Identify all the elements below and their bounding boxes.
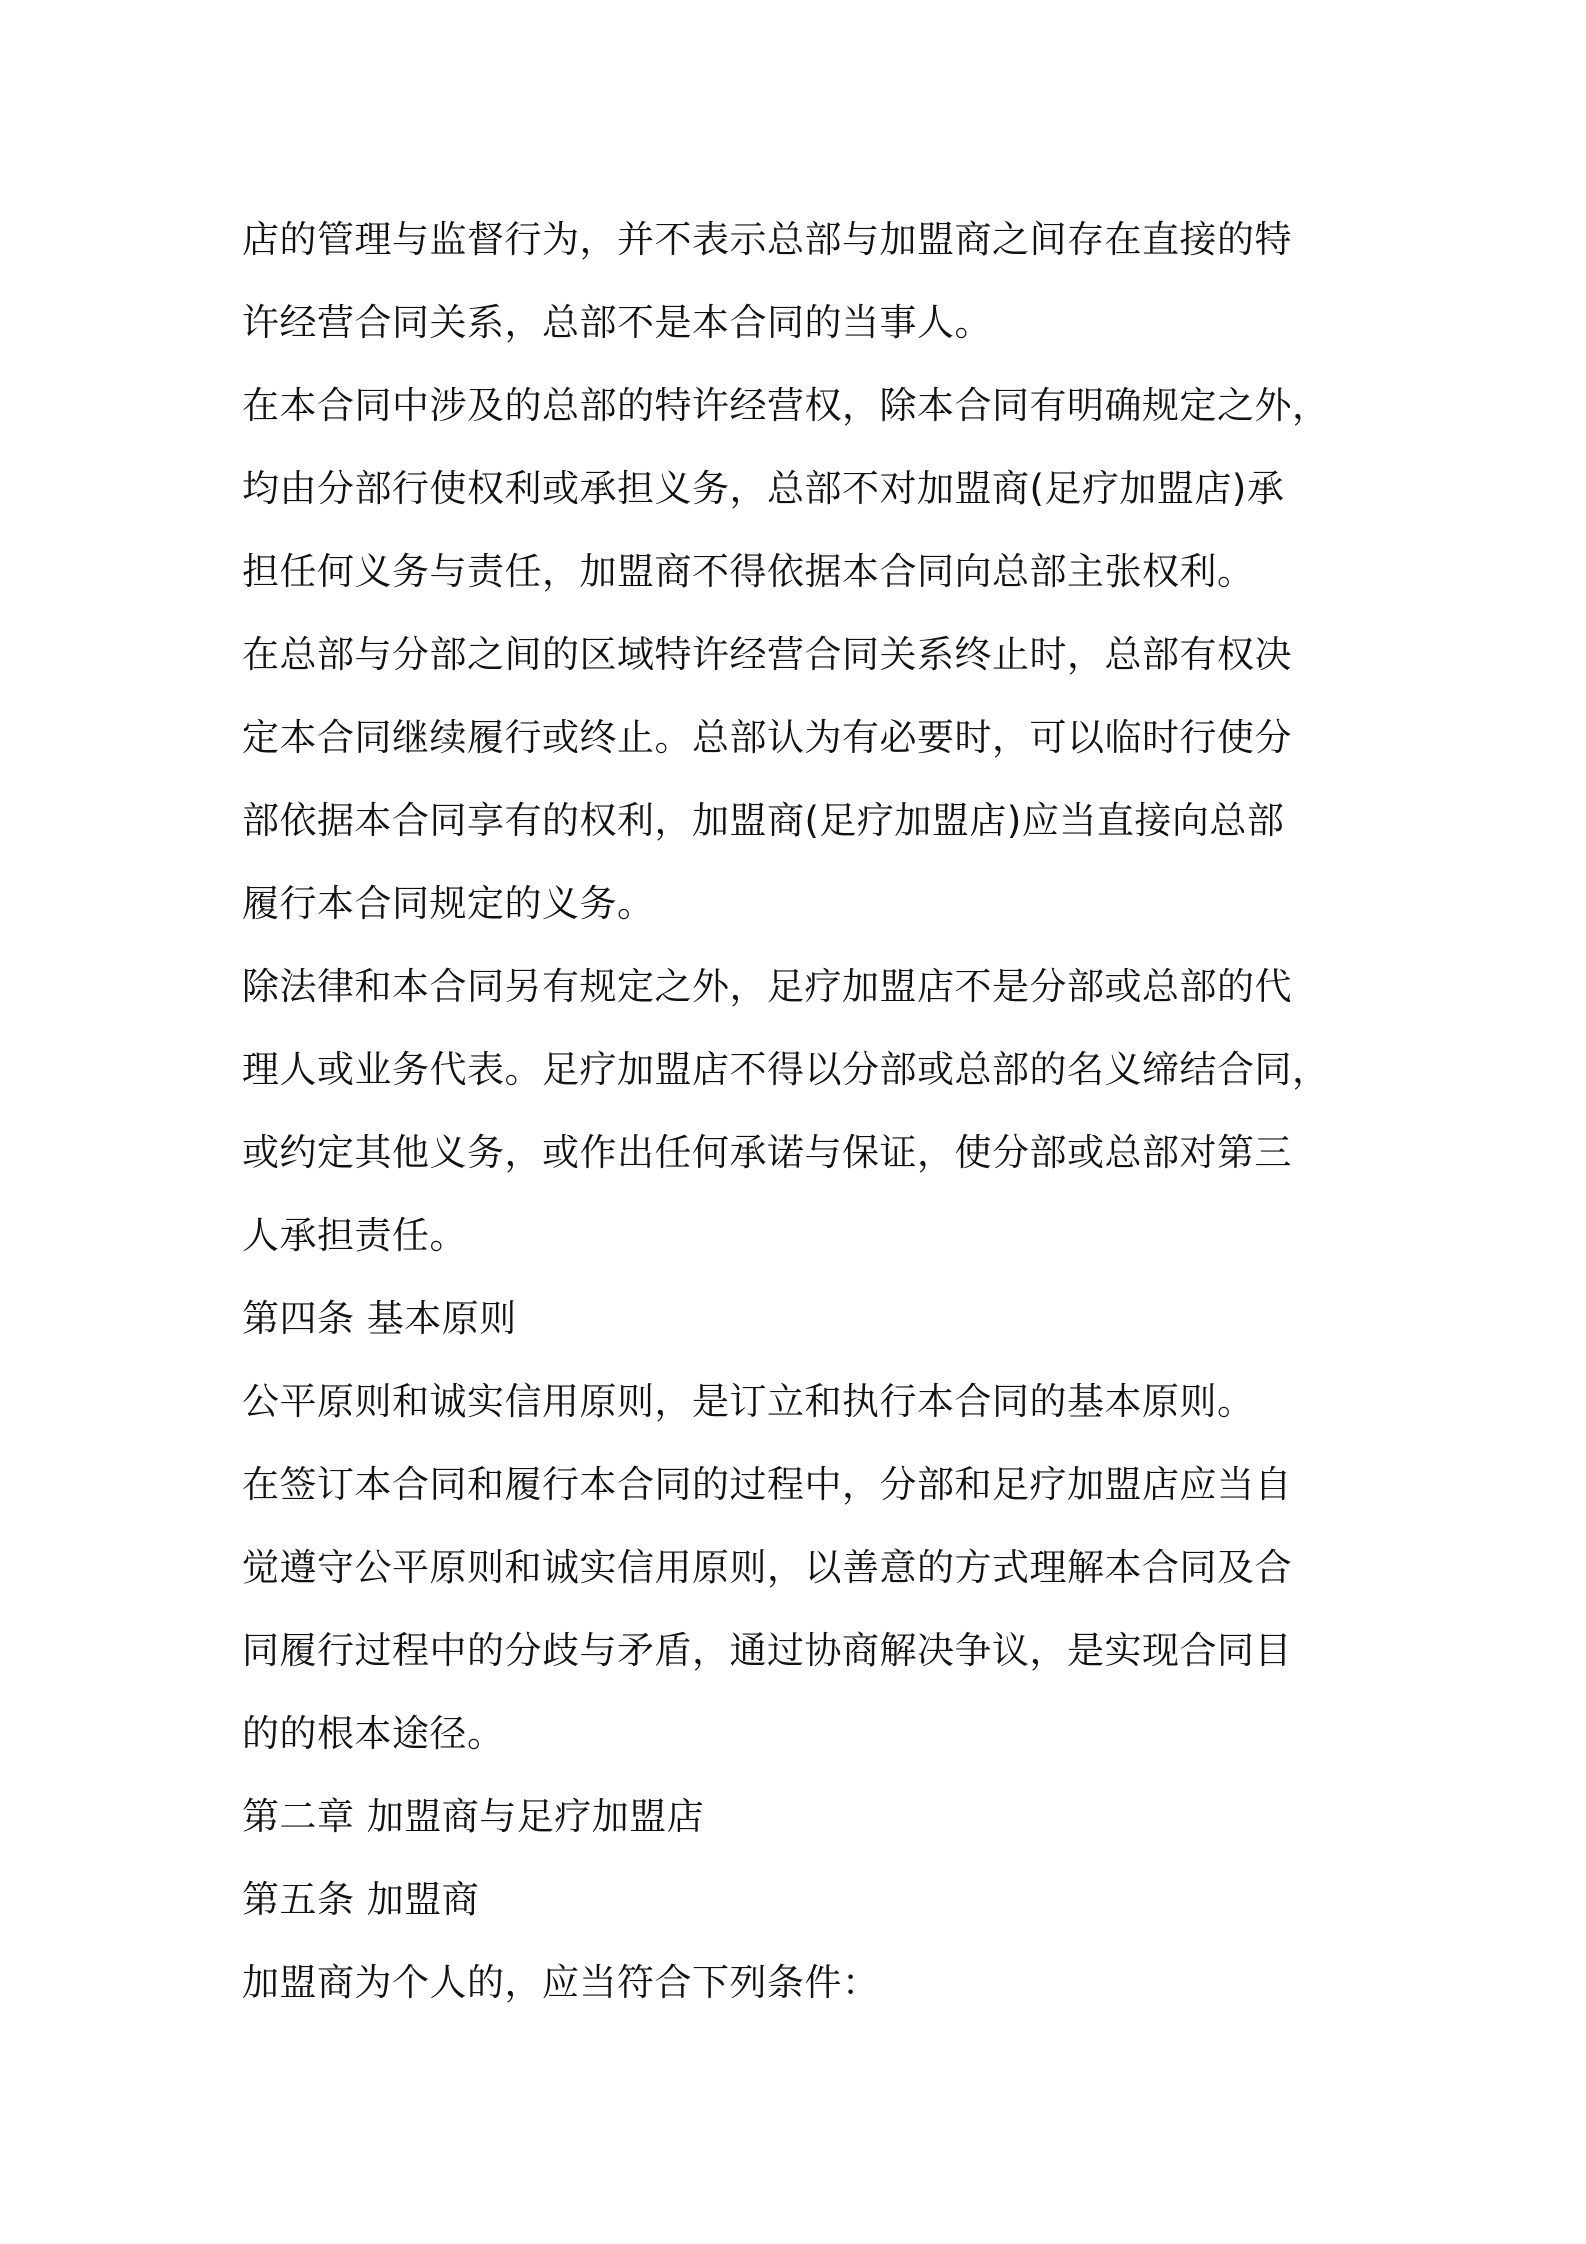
text-line: 的的根本途径。	[242, 1712, 505, 1755]
text-line: 人承担责任。	[242, 1214, 467, 1257]
article-heading: 第四条 基本原则	[242, 1297, 517, 1340]
text-line: 许经营合同关系，总部不是本合同的当事人。	[242, 301, 992, 344]
document-body	[242, 198, 1372, 2024]
text-line: 定本合同继续履行或终止。总部认为有必要时，可以临时行使分	[242, 716, 1292, 759]
text-line: 在总部与分部之间的区域特许经营合同关系终止时，总部有权决	[242, 633, 1292, 676]
text-line: 觉遵守公平原则和诚实信用原则，以善意的方式理解本合同及合	[242, 1546, 1292, 1589]
chapter-heading: 第二章 加盟商与足疗加盟店	[242, 1795, 705, 1838]
text-line: 或约定其他义务，或作出任何承诺与保证，使分部或总部对第三	[242, 1131, 1292, 1174]
text-line: 店的管理与监督行为，并不表示总部与加盟商之间存在直接的特	[242, 218, 1292, 261]
text-line: 担任何义务与责任，加盟商不得依据本合同向总部主张权利。	[242, 550, 1255, 593]
text-line: 在本合同中涉及的总部的特许经营权，除本合同有明确规定之外，	[242, 384, 1330, 427]
article-heading: 第五条 加盟商	[242, 1878, 480, 1921]
text-line: 在签订本合同和履行本合同的过程中，分部和足疗加盟店应当自	[242, 1463, 1292, 1506]
text-line: 公平原则和诚实信用原则，是订立和执行本合同的基本原则。	[242, 1380, 1255, 1423]
text-line: 同履行过程中的分歧与矛盾，通过协商解决争议，是实现合同目	[242, 1629, 1292, 1672]
text-line: 理人或业务代表。足疗加盟店不得以分部或总部的名义缔结合同，	[242, 1048, 1330, 1091]
text-line: 加盟商为个人的，应当符合下列条件：	[242, 1961, 880, 2004]
text-line: 除法律和本合同另有规定之外，足疗加盟店不是分部或总部的代	[242, 965, 1292, 1008]
text-line: 均由分部行使权利或承担义务，总部不对加盟商(足疗加盟店)承	[242, 467, 1285, 510]
text-line: 部依据本合同享有的权利，加盟商(足疗加盟店)应当直接向总部	[242, 799, 1285, 842]
text-line: 履行本合同规定的义务。	[242, 882, 655, 925]
